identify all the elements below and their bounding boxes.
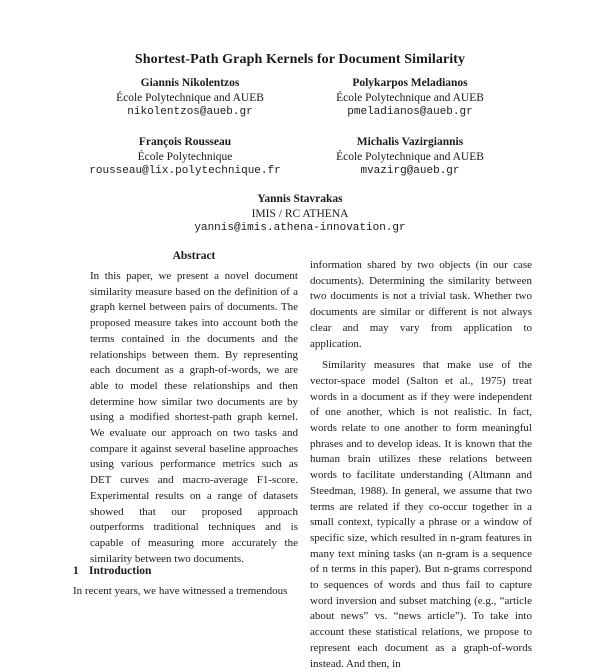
author-affiliation: École Polytechnique and AUEB <box>336 91 484 104</box>
intro-text: In recent years, we have witnessed a tremendous <box>73 585 288 597</box>
author-block <box>80 76 300 120</box>
author-email: mvazirg@aueb.gr <box>360 165 460 177</box>
body-paragraph: information shared by two objects (in our case documents). Determining the similarity between two documents is not a trivial task. Whether two documents are similar or different is not always clear and may vary from application to application. <box>310 259 532 350</box>
author-affiliation: École Polytechnique and AUEB <box>336 150 484 163</box>
author-affiliation: École Polytechnique <box>137 150 233 163</box>
right-column <box>310 258 532 672</box>
author-block <box>70 135 300 179</box>
author-email: pmeladianos@aueb.gr <box>347 106 473 118</box>
author-email: nikolentzos@aueb.gr <box>127 106 253 118</box>
section-heading <box>73 565 151 577</box>
author-affiliation: IMIS / RC ATHENA <box>251 207 349 220</box>
author-name: François Rousseau <box>138 136 232 148</box>
author-email: rousseau@lix.polytechnique.fr <box>89 165 281 177</box>
author-name: Giannis Nikolentzos <box>140 77 240 89</box>
author-name: Polykarpos Meladianos <box>352 77 468 89</box>
author-block <box>300 76 520 120</box>
section-number: 1 <box>73 565 79 577</box>
author-block <box>150 192 450 236</box>
author-email: yannis@imis.athena-innovation.gr <box>194 222 406 234</box>
body-paragraph: Similarity measures that make use of the vector-space model (Salton et al., 1975) treat words in a document as if they were independent of one another, which is not realistic. In fact, words relate to one another to form meaningful phrases and to develop ideas. It is known that the human brain utilizes these relations between words to facilitate understanding (Altmann and Steedman, 1988). In general, we assume that two terms are related if they co-occur together in a small context, typically a phrase or a window of specific size, which resulted in n-gram features in many text mining tasks (an n-gram is a sequence of n terms in this paper). But n-grams correspond to sequences of words and thus fail to capture word inversion and subset matching (e.g., “article about news” vs. “news article”). To take into account these statistical relations, we propose to represent each document as a graph-of-words instead. And then, in <box>310 359 532 670</box>
abstract-text: In this paper, we present a novel document similarity measure based on the definition of a graph kernel between pairs of documents. The proposed measure takes into account both the terms contained in the documents and the relationships between them. By representing each document as a graph-of-words, we are able to model these relationships and then determine how similar two documents are by using a modified shortest-path graph kernel. We evaluate our approach on two tasks and compare it against several baseline approaches using various performance metrics such as DET curves and macro-average F1-score. Experimental results on a range of datasets showed that our proposed approach outperforms traditional techniques and is capable of measuring more accurately the similarity between two documents. <box>90 270 298 565</box>
author-name: Yannis Stavrakas <box>257 193 343 205</box>
section-title: Introduction <box>89 565 152 577</box>
abstract-heading: Abstract <box>172 250 216 262</box>
author-name: Michalis Vazirgiannis <box>356 136 464 148</box>
paper-title: Shortest-Path Graph Kernels for Document Similarity <box>134 52 466 67</box>
author-affiliation: École Polytechnique and AUEB <box>116 91 264 104</box>
author-block <box>300 135 520 179</box>
